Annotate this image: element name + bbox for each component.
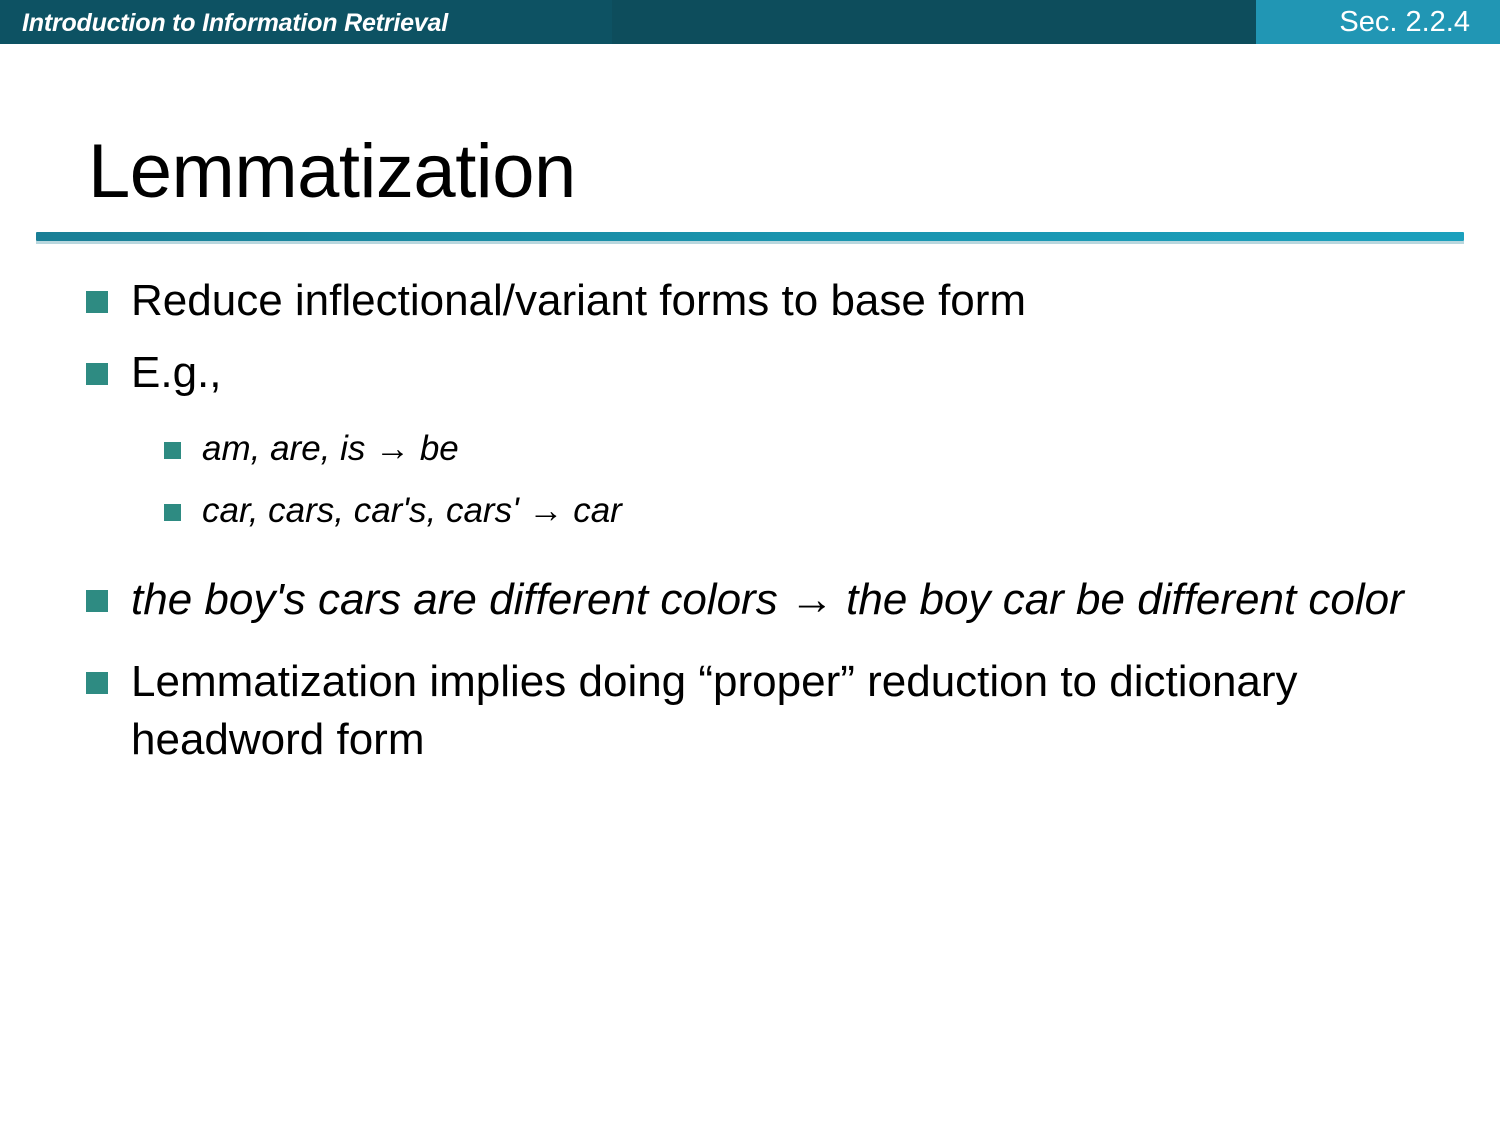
square-bullet-icon [86,291,108,313]
page-title: Lemmatization [88,129,576,214]
square-bullet-icon [164,504,181,521]
header-middle-band [612,0,1256,44]
spacer [86,643,1446,653]
spacer [86,416,1446,426]
bullet-item [86,571,1446,629]
bullet-text: the boy's cars are different colors → the boy car be different color [131,575,1404,625]
square-bullet-icon [86,672,108,694]
bullet-text: E.g., [131,348,222,398]
sub-bullet-item [164,426,1446,472]
header-section-band [1256,0,1500,44]
section-label: Sec. 2.2.4 [1339,6,1470,38]
square-bullet-icon [86,363,108,385]
spacer [86,549,1446,571]
title-underline [36,232,1464,241]
sub-bullet-text: car, cars, car's, cars' → car [202,490,622,530]
title-underline-shadow [36,241,1464,244]
slide-body [86,272,1446,783]
bullet-item [86,344,1446,402]
bullet-text: Reduce inflectional/variant forms to base form [131,276,1027,325]
sub-bullet-text: am, are, is → be [202,429,459,469]
slide-header [0,0,1500,44]
bullet-item [86,272,1446,330]
header-left-band [0,0,612,44]
bullet-text: Lemmatization implies doing “proper” reduction to dictionary headword form [131,657,1298,765]
sub-bullet-item [164,488,1446,534]
bullet-item [86,653,1446,769]
square-bullet-icon [86,590,108,612]
square-bullet-icon [164,442,181,459]
course-title: Introduction to Information Retrieval [22,9,448,37]
